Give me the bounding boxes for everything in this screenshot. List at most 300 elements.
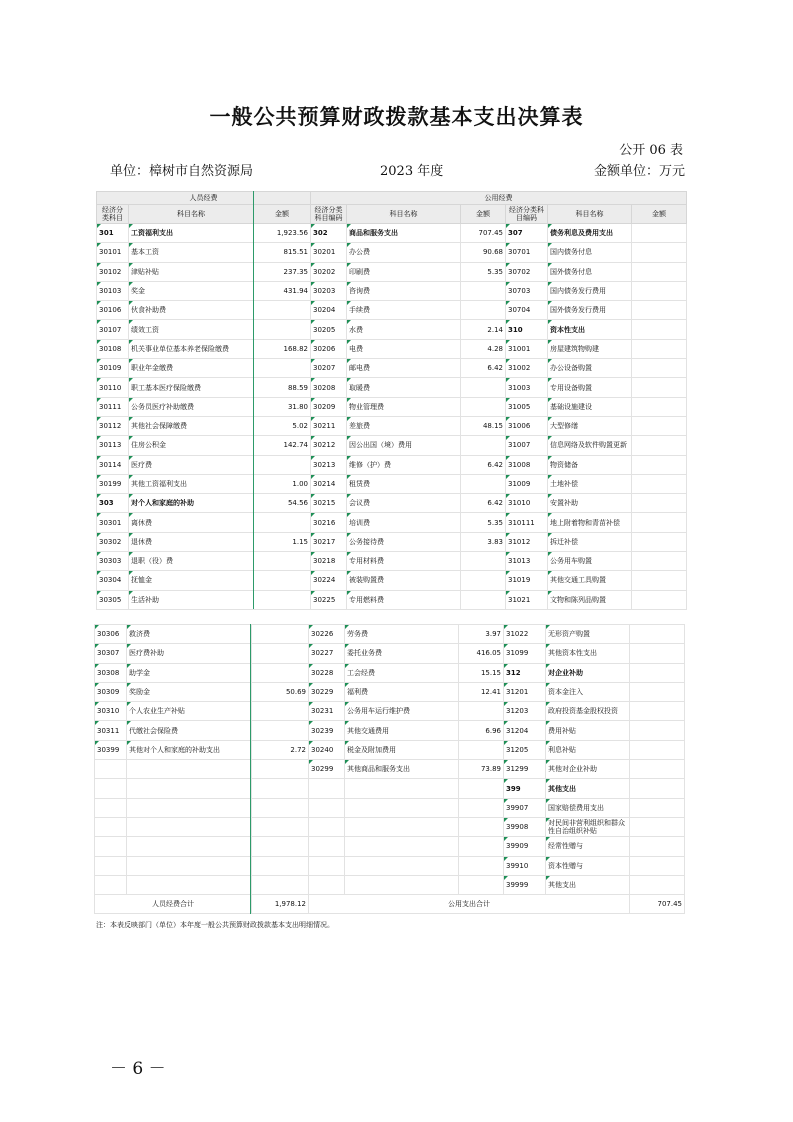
table-cell [504,856,546,875]
table-cell [97,571,129,590]
table-number: 公开 06 表 [619,143,683,158]
table-cell [632,224,687,243]
table-cell [504,837,546,856]
table-cell [347,339,461,358]
amount-cell: 15.15 [480,668,501,677]
table-row [97,571,687,590]
name-cell: 公务用车运行维护费 [347,707,410,716]
code-cell: 30111 [99,402,122,411]
table-cell [129,571,254,590]
table-cell [97,281,129,300]
name-cell: 资本性支出 [550,325,585,334]
table-cell [548,301,632,320]
table-cell [311,397,347,416]
table-cell [129,224,254,243]
table-cell [461,359,506,378]
name-cell: 生活补助 [131,595,159,604]
table-cell [506,243,548,262]
table-cell [127,721,252,740]
table-cell [630,740,685,759]
name-cell: 信息网络及软件购置更新 [550,441,627,450]
table-cell [632,262,687,281]
code-cell: 310111 [508,518,535,527]
table-cell [252,644,309,663]
table-cell [252,702,309,721]
code-cell: 30703 [508,287,531,296]
table-cell [632,436,687,455]
table-row [95,682,685,701]
table-cell [506,416,548,435]
table-cell [630,721,685,740]
table-cell [97,416,129,435]
code-cell: 30112 [99,422,122,431]
table-cell [311,224,347,243]
table-cell [632,571,687,590]
amount-cell: 54.56 [287,499,308,508]
code-cell: 30108 [99,344,122,353]
name-cell: 物业管理费 [349,402,384,411]
table-cell [254,281,311,300]
table-row [97,494,687,513]
code-cell: 30204 [313,306,336,315]
table-cell [506,494,548,513]
code-cell: 39907 [506,803,529,812]
table-cell [504,702,546,721]
table-cell [461,301,506,320]
amount-cell: 1.15 [292,537,308,546]
table-cell [548,243,632,262]
name-cell: 其他支出 [548,784,576,793]
table-cell [459,721,504,740]
name-cell: 助学金 [129,668,150,677]
amount-cell: 3.83 [487,537,503,546]
table-cell [254,320,311,339]
amount-cell: 3.97 [485,630,501,639]
name-cell: 资本金注入 [548,688,583,697]
table-cell [311,494,347,513]
table-cell [548,320,632,339]
code-cell: 30301 [99,518,122,527]
footnote: 注：本表反映部门（单位）本年度一般公共预算财政拨款基本支出明细情况。 [96,921,334,929]
table-row [95,837,685,856]
table-cell [546,740,630,759]
col-code: 经济分类科目 [97,205,129,224]
code-cell: 31007 [508,441,531,450]
code-cell: 30114 [99,460,122,469]
table-cell [506,359,548,378]
table-cell [548,494,632,513]
code-cell: 30302 [99,537,122,546]
code-cell: 30218 [313,557,336,566]
table-cell [252,625,309,644]
table-cell [252,837,309,856]
name-cell: 职工基本医疗保险缴费 [131,383,201,392]
table-cell [97,436,129,455]
table-cell [548,262,632,281]
table-row [97,262,687,281]
table-cell [632,552,687,571]
name-cell: 其他对个人和家庭的补助支出 [129,745,220,754]
table-cell [546,856,630,875]
table-cell [506,436,548,455]
table-cell [630,817,685,836]
table-cell [311,262,347,281]
name-cell: 救济费 [129,630,150,639]
code-cell: 30213 [313,460,336,469]
total-public-label: 公用支出合计 [309,895,630,914]
table-cell [632,339,687,358]
table-cell [459,740,504,759]
table-cell [129,320,254,339]
table-cell [95,817,127,836]
table-cell [129,590,254,609]
table-cell [347,378,461,397]
table-cell [254,224,311,243]
table-cell [548,571,632,590]
table-cell [347,359,461,378]
name-cell: 抚恤金 [131,576,152,585]
table-cell [506,552,548,571]
table-cell [345,644,459,663]
table-row [97,436,687,455]
table-cell [632,455,687,474]
code-cell: 31001 [508,344,531,353]
table-cell [504,625,546,644]
table-row [97,320,687,339]
code-cell: 30214 [313,480,336,488]
amount-cell: 5.35 [487,267,503,276]
code-cell: 31010 [508,499,531,508]
table-cell [630,875,685,894]
table-cell [129,281,254,300]
code-cell: 31002 [508,364,531,373]
code-cell: 30311 [97,726,120,735]
table-cell [345,817,459,836]
name-cell: 专用燃料费 [349,595,384,604]
table-cell [461,416,506,435]
table-cell [97,262,129,281]
table-cell [254,397,311,416]
name-cell: 奖励金 [129,688,150,697]
table-cell [504,721,546,740]
name-cell: 利息补贴 [548,745,576,754]
table-cell [548,455,632,474]
code-cell: 30101 [99,248,122,257]
table-cell [127,740,252,759]
code-cell: 30306 [97,630,120,639]
table-cell [546,760,630,779]
code-cell: 30228 [311,668,334,677]
table-cell [311,532,347,551]
table-cell [459,837,504,856]
name-cell: 委托业务费 [347,649,382,658]
table-row [97,301,687,320]
table-cell [459,625,504,644]
table-cell [504,682,546,701]
name-cell: 地上附着物和青苗补偿 [550,518,620,527]
name-cell: 资本性赠与 [548,861,583,870]
code-cell: 303 [99,499,114,508]
table-cell [311,339,347,358]
name-cell: 国外债务发行费用 [550,306,606,315]
amount-cell: 237.35 [283,267,308,276]
table-cell [252,875,309,894]
table-cell [548,513,632,532]
table-cell [129,532,254,551]
name-cell: 电费 [349,344,363,353]
table-cell [309,663,345,682]
table-cell [95,682,127,701]
code-cell: 39999 [506,881,529,889]
table-row [95,644,685,663]
table-cell [546,625,630,644]
name-cell: 工资福利支出 [131,229,173,238]
col-name: 科目名称 [129,205,254,224]
table-cell [252,663,309,682]
table-cell [127,817,252,836]
code-cell: 30205 [313,325,336,334]
code-cell: 30208 [313,383,336,392]
code-cell: 39909 [506,842,529,851]
amount-cell: 6.96 [485,726,501,735]
name-cell: 福利费 [347,688,368,697]
name-cell: 机关事业单位基本养老保险缴费 [131,344,229,353]
table-cell [311,474,347,493]
name-cell: 基础设施建设 [550,402,592,411]
name-cell: 商品和服务支出 [349,229,398,238]
table-cell [461,455,506,474]
table-cell [506,301,548,320]
table-cell [127,875,252,894]
expenditure-table-bottom [94,624,685,914]
table-cell [254,416,311,435]
table-cell [548,552,632,571]
name-cell: 医疗费补助 [129,649,164,658]
table-cell [345,798,459,817]
table-row [97,339,687,358]
code-cell: 30109 [99,364,122,373]
code-cell: 30704 [508,306,531,315]
table-cell [347,281,461,300]
table-cell [548,339,632,358]
table-cell [461,571,506,590]
table-cell [347,224,461,243]
table-cell [546,702,630,721]
name-cell: 国内债务发行费用 [550,287,606,296]
name-cell: 取暖费 [349,383,370,392]
code-cell: 30211 [313,422,336,431]
name-cell: 咨询费 [349,287,370,296]
code-cell: 30305 [99,595,122,604]
code-cell: 30110 [99,383,122,392]
code-cell: 30309 [97,688,120,697]
name-cell: 大型修缮 [550,422,578,431]
table-cell [347,552,461,571]
amount-cell: 12.41 [480,688,501,697]
table-cell [459,702,504,721]
amount-cell: 50.69 [285,688,306,697]
table-cell [129,243,254,262]
code-cell: 30102 [99,267,122,276]
name-cell: 公务接待费 [349,537,384,546]
code-cell: 31204 [506,726,529,735]
code-cell: 30215 [313,499,336,508]
table-cell [548,436,632,455]
table-cell [127,702,252,721]
table-row [95,856,685,875]
table-cell [461,474,506,493]
col-code: 经济分类科目编码 [311,205,347,224]
table-row [95,663,685,682]
table-cell [506,397,548,416]
table-cell [506,320,548,339]
table-cell [97,474,129,493]
table-cell [97,320,129,339]
table-row [95,817,685,836]
table-cell [459,856,504,875]
name-cell: 对企业补助 [548,668,583,677]
table-cell [504,875,546,894]
amount-cell: 90.68 [482,248,503,257]
name-cell: 公务员医疗补助缴费 [131,402,194,411]
amount-cell: 416.05 [476,649,501,658]
unit-label: 单位：樟树市自然资源局 [110,164,254,179]
amount-cell: 4.28 [487,344,503,353]
col-amount: 金额 [632,205,687,224]
table-cell [129,455,254,474]
table-cell [127,625,252,644]
table-cell [97,397,129,416]
table-cell [97,532,129,551]
table-cell [129,339,254,358]
expenditure-table-top [96,191,687,610]
code-cell: 30227 [311,649,334,658]
amount-unit-label: 金额单位：万元 [594,164,686,179]
code-cell: 31022 [506,630,529,639]
table-cell [632,281,687,300]
table-cell [97,339,129,358]
name-cell: 其他社会保障缴费 [131,422,187,431]
code-cell: 30231 [311,707,334,716]
table-cell [129,494,254,513]
table-cell [345,721,459,740]
table-cell [97,590,129,609]
table-cell [459,817,504,836]
table-cell [461,320,506,339]
table-cell [506,571,548,590]
table-cell [129,436,254,455]
table-cell [546,663,630,682]
name-cell: 政府投资基金股权投资 [548,707,618,716]
page-number: － 6 － [110,1059,166,1079]
amount-cell: 815.51 [283,248,308,257]
table-cell [129,397,254,416]
table-cell [254,552,311,571]
table-row [97,378,687,397]
table-cell [548,359,632,378]
table-cell [127,663,252,682]
table-row [95,702,685,721]
table-cell [504,644,546,663]
code-cell: 30229 [311,688,334,697]
code-cell: 39910 [506,861,529,870]
table-cell [95,663,127,682]
table-cell [309,625,345,644]
code-cell: 30209 [313,402,336,411]
table-cell [252,740,309,759]
table-cell [504,798,546,817]
code-cell: 30206 [313,344,336,353]
amount-cell: 6.42 [487,499,503,508]
table-cell [311,571,347,590]
name-cell: 对民间非营利组织和群众性自治组织补贴 [548,819,625,836]
table-cell [311,552,347,571]
table-cell [630,779,685,798]
table-cell [504,779,546,798]
table-cell [630,702,685,721]
name-cell: 其他交通工具购置 [550,576,606,585]
code-cell: 30399 [97,745,120,754]
table-cell [504,740,546,759]
table-cell [632,416,687,435]
name-cell: 会议费 [349,499,370,508]
table-cell [632,359,687,378]
code-cell: 30212 [313,441,336,450]
table-cell [309,644,345,663]
table-cell [345,779,459,798]
table-cell [546,817,630,836]
name-cell: 国外债务付息 [550,267,592,276]
table-cell [459,682,504,701]
table-cell [632,590,687,609]
table-cell [309,682,345,701]
code-cell: 30203 [313,287,336,296]
name-cell: 债务利息及费用支出 [550,229,613,238]
code-cell: 302 [313,229,328,238]
table-cell [345,875,459,894]
code-cell: 31003 [508,383,531,392]
table-cell [630,663,685,682]
name-cell: 个人农业生产补贴 [129,707,185,716]
col-name: 科目名称 [548,205,632,224]
table-cell [504,760,546,779]
table-cell [504,817,546,836]
table-row [95,721,685,740]
table-cell [461,339,506,358]
table-cell [254,532,311,551]
table-cell [254,359,311,378]
table-cell [461,590,506,609]
name-cell: 国内债务付息 [550,248,592,257]
table-cell [309,740,345,759]
table-cell [254,378,311,397]
table-cell [252,682,309,701]
code-cell: 31299 [506,765,529,774]
table-cell [506,590,548,609]
table-cell [459,663,504,682]
code-cell: 30225 [313,595,336,604]
name-cell: 绩效工资 [131,325,159,334]
name-cell: 因公出国（境）费用 [349,441,412,450]
table-cell [311,359,347,378]
table-cell [347,513,461,532]
table-cell [345,837,459,856]
code-cell: 30303 [99,557,122,566]
name-cell: 培训费 [349,518,370,527]
name-cell: 土地补偿 [550,480,578,488]
amount-cell: 5.02 [292,422,308,431]
table-cell [347,590,461,609]
